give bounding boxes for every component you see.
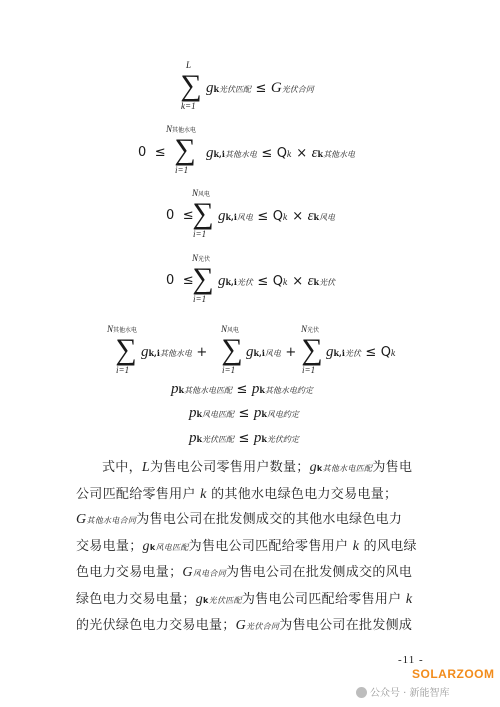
paragraph-line-6: 绿色电力交易电量；gk光伏匹配为售电公司匹配给零售用户 k [76,591,413,607]
definitions-paragraph [76,455,422,640]
page-number: -11 - [398,654,424,666]
summation-symbol: N光伏 ∑ i=1 [301,324,323,375]
summation-symbol: L ∑ k=1 [180,60,202,111]
paragraph-line-4: 交易电量；gk风电匹配为售电公司匹配给零售用户 k 的风电绿 [76,538,417,554]
paragraph-line-7: 的光伏绿色电力交易电量；G光伏合同为售电公司在批发侧成 [76,618,413,633]
summation-symbol: N风电 ∑ i=1 [221,324,243,375]
equation-2-expression: gk,i其他水电 ≤ Qk × εk其他水电 [206,145,356,161]
paragraph-line-5: 色电力交易电量；G风电合同为售电公司在批发侧成交的风电 [76,565,413,580]
equation-1-expression: gk光伏匹配 ≤ G光伏合同 [206,80,314,96]
paragraph-line-2: 公司匹配给零售用户 k 的其他水电绿色电力交易电量； [76,486,398,502]
summation-symbol: N风电 ∑ i=1 [192,188,214,239]
watermark-caption: 公众号 · 新能智库 [356,684,450,699]
watermark-logo: SOLARZOOM [412,667,495,681]
summation-symbol: N其他水电 ∑ i=1 [107,324,138,375]
summation-symbol: N光伏 ∑ i=1 [192,253,214,304]
equation-4-expression: gk,i光伏 ≤ Qk × εk光伏 [218,273,336,289]
paragraph-line-3: G其他水电合同为售电公司在批发侧成交的其他水电绿色电力 [76,512,403,527]
paragraph-line-1: 式中，L为售电公司零售用户数量；gk其他水电匹配为售电 [102,460,413,475]
summation-symbol: N其他水电 ∑ i=1 [166,124,197,175]
equation-3-expression: gk,i风电 ≤ Qk × εk风电 [218,208,336,224]
wechat-icon [356,687,367,698]
